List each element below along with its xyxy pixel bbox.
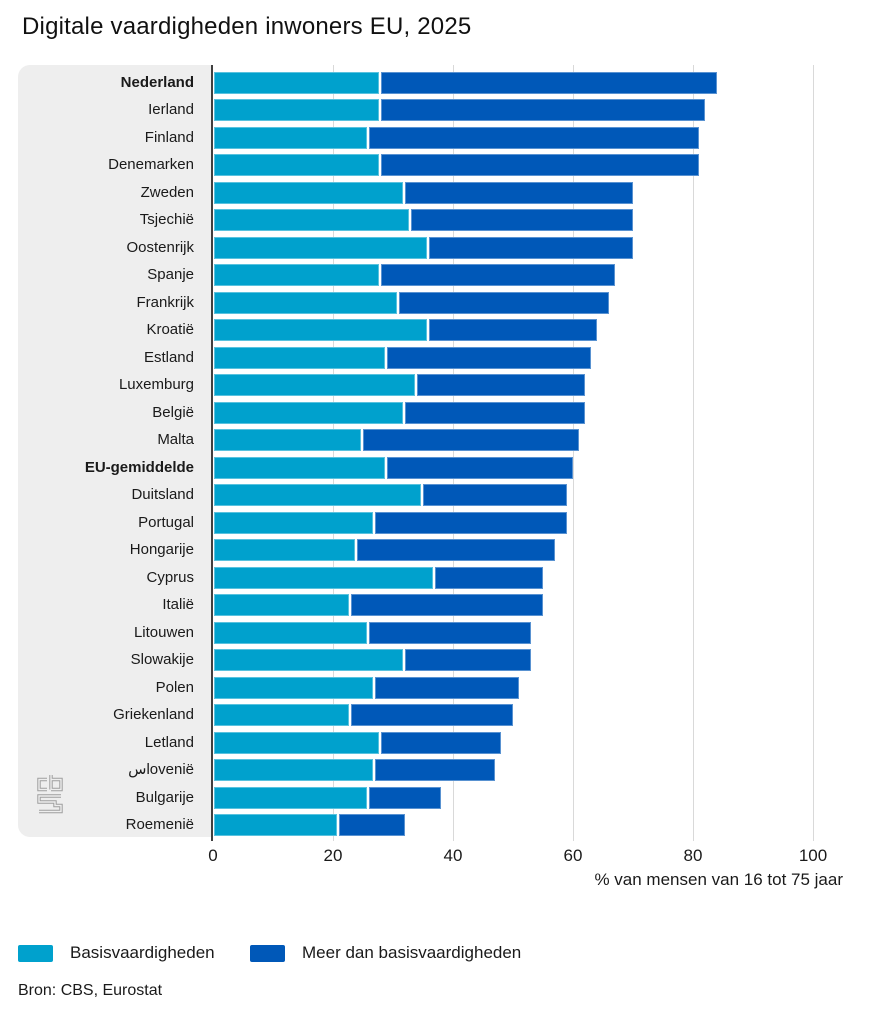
category-label: Zweden	[140, 183, 194, 201]
bar-segment-meer-dan-basisvaardigheden[interactable]	[381, 732, 501, 754]
bar-segment-basisvaardigheden[interactable]	[214, 457, 385, 479]
bar-row	[214, 622, 531, 644]
category-label: Nederland	[120, 74, 194, 91]
bar-segment-meer-dan-basisvaardigheden[interactable]	[369, 622, 531, 644]
bar-segment-meer-dan-basisvaardigheden[interactable]	[363, 429, 579, 451]
bar-segment-meer-dan-basisvaardigheden[interactable]	[405, 182, 633, 204]
bar-segment-meer-dan-basisvaardigheden[interactable]	[375, 759, 495, 781]
bar-segment-meer-dan-basisvaardigheden[interactable]	[381, 99, 705, 121]
source-text: Bron: CBS, Eurostat	[18, 982, 163, 999]
bar-segment-basisvaardigheden[interactable]	[214, 787, 367, 809]
bar-segment-basisvaardigheden[interactable]	[214, 704, 349, 726]
bar-row	[214, 319, 597, 341]
bar-segment-meer-dan-basisvaardigheden[interactable]	[387, 347, 591, 369]
axis-caption: % van mensen van 16 tot 75 jaar	[594, 870, 843, 889]
x-tick-label: 20	[323, 846, 343, 865]
bar-row	[214, 539, 555, 561]
bar-row	[214, 732, 501, 754]
bar-segment-basisvaardigheden[interactable]	[214, 237, 427, 259]
bar-segment-basisvaardigheden[interactable]	[214, 594, 349, 616]
category-label: Estland	[143, 348, 194, 366]
legend-swatch-basisvaardigheden	[18, 945, 53, 962]
bar-row	[214, 347, 591, 369]
bar-segment-basisvaardigheden[interactable]	[214, 347, 385, 369]
legend-swatch-meer-dan-basisvaardigheden	[250, 945, 285, 962]
bar-row	[214, 402, 585, 424]
bar-segment-meer-dan-basisvaardigheden[interactable]	[417, 374, 585, 396]
bar-row	[214, 127, 699, 149]
category-label: Tsjechië	[139, 211, 194, 229]
bar-segment-basisvaardigheden[interactable]	[214, 429, 361, 451]
bar-segment-basisvaardigheden[interactable]	[214, 182, 403, 204]
y-axis-line	[211, 65, 213, 841]
bar-row	[214, 99, 705, 121]
bar-row	[214, 72, 717, 94]
bar-row	[214, 264, 615, 286]
bar-segment-meer-dan-basisvaardigheden[interactable]	[339, 814, 405, 836]
bar-segment-basisvaardigheden[interactable]	[214, 209, 409, 231]
bar-segment-basisvaardigheden[interactable]	[214, 539, 355, 561]
category-label: Cyprus	[146, 568, 194, 586]
category-label: Ierland	[148, 101, 194, 119]
category-label: Hongarije	[129, 541, 194, 559]
category-label: Kroatië	[146, 321, 194, 339]
bar-segment-meer-dan-basisvaardigheden[interactable]	[357, 539, 555, 561]
category-label: Roemenië	[125, 815, 194, 833]
category-label: Griekenland	[113, 706, 194, 724]
bar-segment-basisvaardigheden[interactable]	[214, 292, 397, 314]
bar-segment-basisvaardigheden[interactable]	[214, 264, 379, 286]
category-label: Slowakije	[130, 651, 194, 669]
bar-segment-meer-dan-basisvaardigheden[interactable]	[381, 72, 717, 94]
x-tick-label: 0	[208, 846, 218, 865]
bar-segment-meer-dan-basisvaardigheden[interactable]	[405, 402, 585, 424]
category-label: Italië	[162, 596, 194, 614]
bar-row	[214, 292, 609, 314]
bar-segment-meer-dan-basisvaardigheden[interactable]	[423, 484, 567, 506]
bar-segment-meer-dan-basisvaardigheden[interactable]	[375, 677, 519, 699]
legend-label: Basisvaardigheden	[70, 943, 215, 962]
bar-row	[214, 814, 405, 836]
bar-segment-basisvaardigheden[interactable]	[214, 127, 367, 149]
category-label: سlovenië	[128, 761, 194, 779]
category-label: Denemarken	[108, 156, 194, 174]
category-label: Portugal	[138, 513, 194, 531]
bar-row	[214, 209, 633, 231]
bar-segment-meer-dan-basisvaardigheden[interactable]	[381, 264, 615, 286]
category-label: Finland	[144, 128, 194, 146]
bar-row	[214, 649, 531, 671]
category-label: België	[152, 403, 194, 421]
bar-segment-meer-dan-basisvaardigheden[interactable]	[411, 209, 633, 231]
category-label: Spanje	[147, 266, 194, 284]
bar-segment-basisvaardigheden[interactable]	[214, 567, 433, 589]
legend-item-basisvaardigheden[interactable]	[18, 943, 215, 963]
bar-row	[214, 484, 567, 506]
bar-segment-meer-dan-basisvaardigheden[interactable]	[387, 457, 573, 479]
bar-segment-basisvaardigheden[interactable]	[214, 319, 427, 341]
category-label: Duitsland	[131, 486, 194, 504]
bar-segment-basisvaardigheden[interactable]	[214, 154, 379, 176]
bar-row	[214, 512, 567, 534]
bar-segment-basisvaardigheden[interactable]	[214, 99, 379, 121]
category-label: Frankrijk	[136, 293, 194, 311]
bar-row	[214, 594, 543, 616]
category-label: Bulgarije	[135, 788, 194, 806]
category-label: Malta	[157, 431, 194, 449]
bar-row	[214, 759, 495, 781]
bar-row	[214, 374, 585, 396]
bar-segment-basisvaardigheden[interactable]	[214, 72, 379, 94]
category-label: Oostenrijk	[126, 238, 194, 256]
gridline	[693, 65, 694, 841]
bar-row	[214, 787, 441, 809]
bar-segment-meer-dan-basisvaardigheden[interactable]	[405, 649, 531, 671]
bar-row	[214, 457, 573, 479]
x-tick-label: 60	[563, 846, 583, 865]
legend-item-meer-dan-basisvaardigheden[interactable]	[250, 943, 521, 963]
bar-segment-basisvaardigheden[interactable]	[214, 484, 421, 506]
gridline	[813, 65, 814, 841]
bar-segment-basisvaardigheden[interactable]	[214, 622, 367, 644]
bar-segment-basisvaardigheden[interactable]	[214, 649, 403, 671]
bar-segment-basisvaardigheden[interactable]	[214, 732, 379, 754]
bar-segment-meer-dan-basisvaardigheden[interactable]	[369, 127, 699, 149]
x-tick-label: 80	[683, 846, 703, 865]
bar-row	[214, 154, 699, 176]
bar-segment-meer-dan-basisvaardigheden[interactable]	[369, 787, 441, 809]
bar-segment-basisvaardigheden[interactable]	[214, 677, 373, 699]
category-label: Polen	[155, 678, 194, 696]
category-label: EU-gemiddelde	[84, 458, 194, 476]
bar-row	[214, 182, 633, 204]
x-tick-label: 40	[443, 846, 463, 865]
bar-segment-basisvaardigheden[interactable]	[214, 374, 415, 396]
bar-row	[214, 237, 633, 259]
bar-segment-basisvaardigheden[interactable]	[214, 759, 373, 781]
x-tick-label: 100	[798, 846, 828, 865]
bar-segment-basisvaardigheden[interactable]	[214, 814, 337, 836]
legend-label: Meer dan basisvaardigheden	[302, 943, 522, 962]
bar-segment-meer-dan-basisvaardigheden[interactable]	[429, 319, 597, 341]
bar-row	[214, 704, 513, 726]
bar-row	[214, 677, 519, 699]
bar-segment-basisvaardigheden[interactable]	[214, 512, 373, 534]
bar-segment-meer-dan-basisvaardigheden[interactable]	[375, 512, 567, 534]
category-label: Luxemburg	[118, 376, 194, 394]
bar-row	[214, 567, 543, 589]
category-label: Litouwen	[133, 623, 194, 641]
bar-segment-meer-dan-basisvaardigheden[interactable]	[351, 594, 543, 616]
bar-segment-meer-dan-basisvaardigheden[interactable]	[435, 567, 543, 589]
bar-row	[214, 429, 579, 451]
bar-segment-meer-dan-basisvaardigheden[interactable]	[399, 292, 609, 314]
bar-segment-basisvaardigheden[interactable]	[214, 402, 403, 424]
chart-title: Digitale vaardigheden inwoners EU, 2025	[22, 13, 472, 40]
bar-segment-meer-dan-basisvaardigheden[interactable]	[351, 704, 513, 726]
category-label: Letland	[144, 733, 194, 751]
bar-segment-meer-dan-basisvaardigheden[interactable]	[429, 237, 633, 259]
bar-segment-meer-dan-basisvaardigheden[interactable]	[381, 154, 699, 176]
